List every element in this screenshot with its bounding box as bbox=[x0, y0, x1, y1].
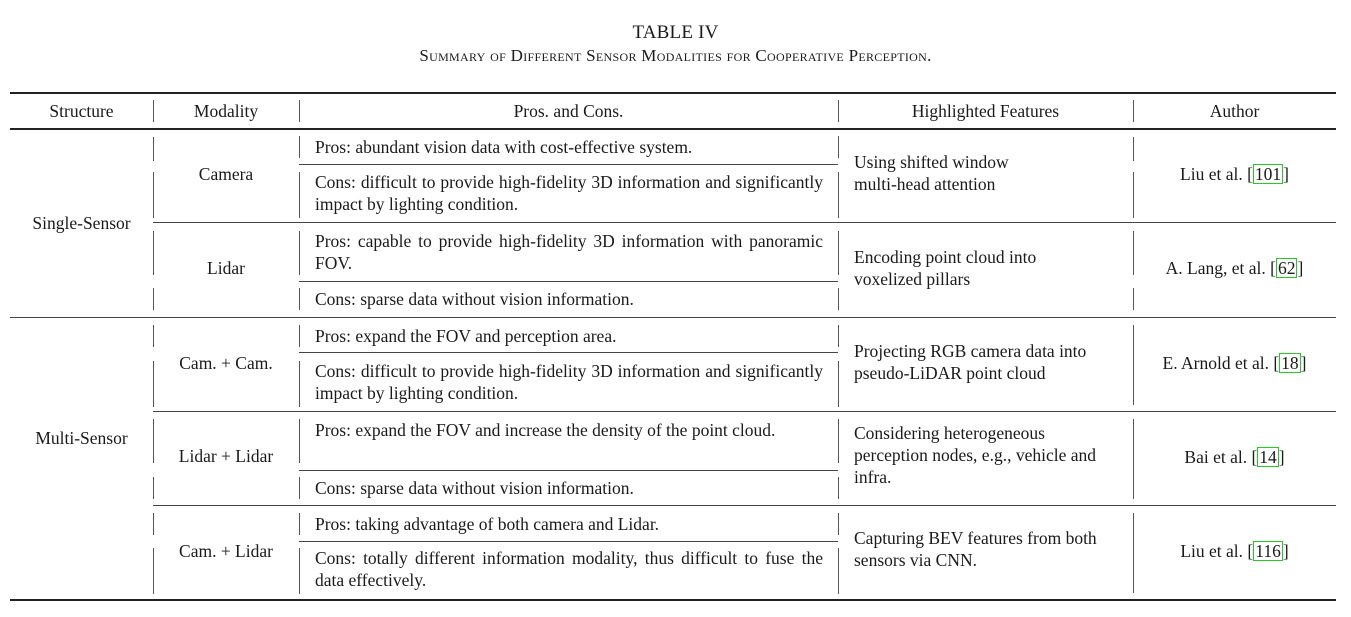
row-separator bbox=[153, 411, 1336, 412]
row-separator bbox=[153, 505, 1336, 506]
row-divider bbox=[838, 513, 839, 535]
row-divider bbox=[838, 231, 839, 275]
modality-cell: Cam. + Lidar bbox=[179, 541, 273, 561]
citation-link[interactable]: 101 bbox=[1254, 164, 1282, 184]
pros-cell: Pros: expand the FOV and perception area. bbox=[315, 326, 617, 346]
author-cell: Bai et al. [ 14 ] bbox=[1184, 447, 1285, 467]
citation-link[interactable]: 62 bbox=[1277, 258, 1296, 278]
pros-cons-divider bbox=[299, 164, 838, 165]
pros-cell: Pros: capable to provide high-fidelity 3D information with panoramic FOV. bbox=[315, 231, 823, 273]
features-cell: Capturing BEV features from both sensors via CNN. bbox=[854, 528, 1097, 570]
row-divider bbox=[838, 288, 839, 310]
row-divider bbox=[838, 477, 839, 499]
author-cell: Liu et al. [ 101 ] bbox=[1180, 164, 1289, 184]
author-name: E. Arnold et al. bbox=[1162, 353, 1269, 373]
row-divider bbox=[299, 548, 300, 594]
header-features: Highlighted Features bbox=[911, 101, 1060, 121]
author-name: Bai et al. bbox=[1184, 447, 1248, 467]
cons-cell: Cons: totally different information modality, thus difficult to fuse the data effectively. bbox=[315, 548, 823, 590]
pros-cell: Pros: abundant vision data with cost-effective system. bbox=[315, 137, 693, 157]
modality-cell: Lidar bbox=[207, 258, 245, 278]
row-divider bbox=[299, 231, 300, 275]
group-divider bbox=[10, 317, 1336, 318]
row-divider bbox=[838, 172, 839, 218]
author-cell: A. Lang, et al. [ 62 ] bbox=[1165, 258, 1304, 278]
row-divider bbox=[838, 548, 839, 594]
header-structure: Structure bbox=[49, 101, 114, 121]
author-name: Liu et al. bbox=[1180, 541, 1244, 561]
row-divider bbox=[299, 513, 300, 535]
cons-cell: Cons: sparse data without vision information. bbox=[315, 478, 634, 498]
author-cell: E. Arnold et al. [ 18 ] bbox=[1162, 353, 1307, 373]
header-modality: Modality bbox=[193, 101, 259, 121]
pros-cell: Pros: taking advantage of both camera and Lidar. bbox=[315, 514, 660, 534]
pros-cell: Pros: expand the FOV and increase the density of the point cloud. bbox=[315, 420, 776, 440]
header-pros-cons: Pros. and Cons. bbox=[513, 101, 624, 121]
row-divider bbox=[838, 325, 839, 347]
cons-cell: Cons: difficult to provide high-fidelity 3D information and significantly impact by lighting condition. bbox=[315, 361, 823, 403]
row-divider bbox=[838, 419, 839, 463]
pros-cons-divider bbox=[299, 281, 838, 282]
citation-link[interactable]: 18 bbox=[1281, 353, 1299, 373]
features-cell: Projecting RGB camera data into pseudo-LiDAR point cloud bbox=[854, 341, 1087, 383]
bottom-rule bbox=[10, 599, 1336, 601]
row-separator bbox=[153, 222, 1336, 223]
table-title: Summary of Different Sensor Modalities for Cooperative Perception. bbox=[419, 46, 932, 65]
table-number: TABLE IV bbox=[632, 22, 719, 43]
citation-link[interactable]: 116 bbox=[1255, 541, 1281, 561]
row-divider bbox=[838, 361, 839, 407]
author-name: Liu et al. bbox=[1180, 164, 1243, 184]
structure-cell: Multi-Sensor bbox=[35, 428, 128, 448]
structure-cell: Single-Sensor bbox=[32, 213, 131, 233]
row-divider bbox=[299, 419, 300, 463]
row-divider bbox=[299, 172, 300, 218]
modality-cell: Cam. + Cam. bbox=[179, 353, 273, 373]
row-divider bbox=[299, 288, 300, 310]
cons-cell: Cons: sparse data without vision information. bbox=[315, 289, 634, 309]
citation-link[interactable]: 14 bbox=[1259, 447, 1277, 467]
features-cell: Using shifted window multi-head attention bbox=[854, 152, 1009, 194]
author-cell: Liu et al. [ 116 ] bbox=[1180, 541, 1289, 561]
cons-cell: Cons: difficult to provide high-fidelity 3D information and significantly impact by lighting condition. bbox=[315, 172, 823, 214]
row-divider bbox=[299, 361, 300, 407]
top-rule bbox=[10, 92, 1336, 94]
features-cell: Encoding point cloud into voxelized pillars bbox=[854, 247, 1037, 289]
row-divider bbox=[299, 477, 300, 499]
row-divider bbox=[299, 325, 300, 347]
author-name: A. Lang, et al. bbox=[1165, 258, 1266, 278]
modality-cell: Lidar + Lidar bbox=[178, 446, 274, 466]
pros-cons-divider bbox=[299, 470, 838, 471]
row-divider bbox=[299, 136, 300, 158]
row-divider bbox=[153, 477, 154, 499]
features-cell: Considering heterogeneous perception nodes, e.g., vehicle and infra. bbox=[854, 423, 1096, 487]
pros-cons-divider bbox=[299, 352, 838, 353]
modality-cell: Camera bbox=[198, 164, 254, 184]
header-author: Author bbox=[1209, 101, 1260, 121]
row-divider bbox=[838, 136, 839, 158]
pros-cons-divider bbox=[299, 541, 838, 542]
